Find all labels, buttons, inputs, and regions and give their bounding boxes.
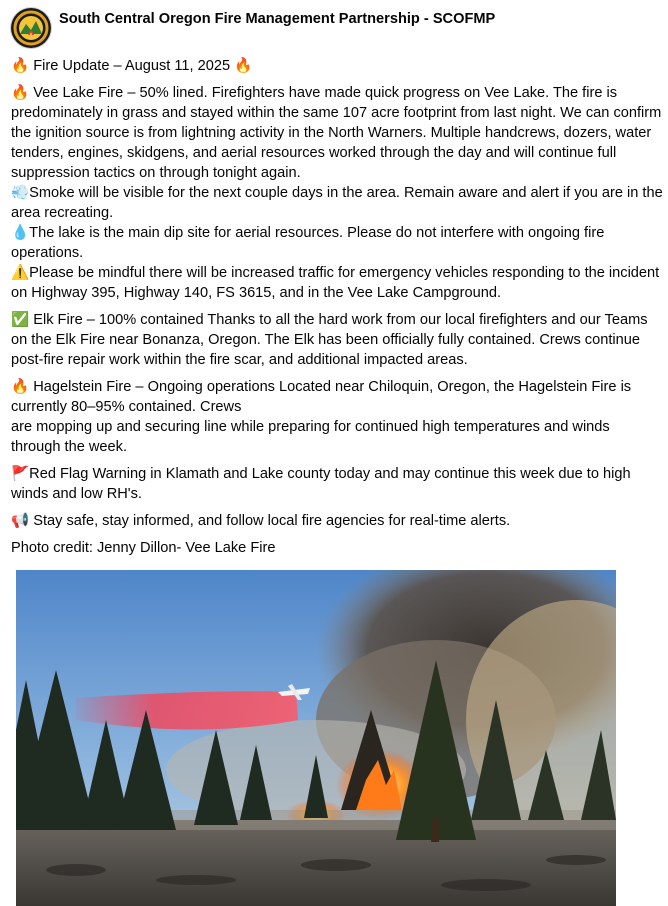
traffic-notice: ⚠️Please be mindful there will be increased traffic for emergency vehicles responding to the incident on Highway 395, Highway 140, FS 3615, and in the Vee Lake Campground. xyxy=(11,265,660,301)
wildfire-photo xyxy=(16,570,616,906)
scofmp-logo-icon xyxy=(11,8,51,48)
post-photo[interactable] xyxy=(16,570,616,906)
vee-lake-update: 🔥 Vee Lake Fire – 50% lined. Firefighters have made quick progress on Vee Lake. The fire is predominately in grass and stayed within the same 107 acre footprint from last night. We can confirm the ignition source is from lightning activity in the North Warners. Multiple handcrews, dozers, water tenders, engines, skidgens, and aerial resources worked through the day and will continue full suppression tactics on through tonight again. xyxy=(11,85,662,181)
post-body xyxy=(11,56,663,565)
photo-credit: Photo credit: Jenny Dillon- Vee Lake Fire xyxy=(11,540,276,556)
hagelstein-update-line-1: 🔥 Hagelstein Fire – Ongoing operations Located near Chiloquin, Oregon, the Hagelstein Fire is currently 80–95% contained. Crews xyxy=(11,379,632,415)
page-name[interactable]: South Central Oregon Fire Management Partnership - SCOFMP xyxy=(59,11,496,27)
post-header xyxy=(11,8,495,48)
dip-site-notice: 💧The lake is the main dip site for aerial resources. Please do not interfere with ongoing fire operations. xyxy=(11,225,605,261)
elk-fire-update: ✅ Elk Fire – 100% contained Thanks to all the hard work from our local firefighters and our Teams on the Elk Fire near Bonanza, Oregon. The Elk has been officially fully contained. Crews continue post-fire repair work within the fire scar, and additional impacted areas. xyxy=(11,312,648,368)
smoke-notice: 💨Smoke will be visible for the next couple days in the area. Remain aware and alert if you are in the area recreating. xyxy=(11,185,663,221)
page-avatar[interactable] xyxy=(11,8,51,48)
hagelstein-update-line-2: are mopping up and securing line while preparing for continued high temperatures and winds through the week. xyxy=(11,419,610,455)
stay-safe-note: 📢 Stay safe, stay informed, and follow local fire agencies for real-time alerts. xyxy=(11,513,511,529)
update-heading: 🔥 Fire Update – August 11, 2025 🔥 xyxy=(11,58,253,74)
red-flag-warning: 🚩Red Flag Warning in Klamath and Lake county today and may continue this week due to high winds and low RH's. xyxy=(11,466,631,502)
